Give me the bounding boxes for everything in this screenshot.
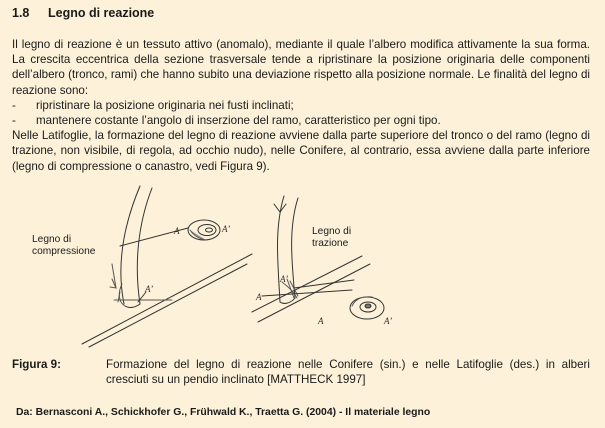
bullet-marker: - [12,114,16,128]
figure-drawing [12,184,582,349]
conifer-sketch [82,186,252,347]
label-tension-line1: Legno di [312,226,352,237]
label-compression-wood [32,234,95,258]
mark-a-right-bottom: A [318,316,324,326]
bullet-text: mantenere costante l’angolo di inserzione del ramo, caratteristico per ogni tipo. [36,114,441,128]
label-tension-line2: trazione [312,238,349,249]
section-heading [12,6,154,20]
caption-title: Figura 9: [12,358,61,371]
label-tension-wood [312,226,351,250]
trunk-right-outline [278,196,285,302]
figure-9 [12,184,582,349]
caption-text: Formazione del legno di reazione nelle Conifere (sin.) e nelle Latifoglie (des.) in alberi cresciuti su un pendio inclinato [MATTHECK 1997] [106,358,590,386]
section-number: 1.8 [12,6,30,20]
slope-line-right [252,256,362,312]
broadleaf-sketch [252,196,384,322]
label-compression-line1: Legno di [32,234,72,245]
slope-line-left [82,254,252,344]
cross-section-left [188,220,220,240]
section-title: Legno di reazione [48,6,155,20]
source-citation: Da: Bernasconi A., Schickhofer G., Frühwald K., Traetta G. (2004) - Il materiale legno [16,407,431,418]
figure-caption [12,357,590,387]
mark-aprime-left-top: A’ [222,224,231,234]
bullet-item [12,113,590,128]
label-compression-line2: compressione [32,246,96,257]
mark-aprime-right: A’ [280,274,289,284]
bullet-item [12,98,590,113]
bullet-marker: - [12,98,16,112]
mark-aprime-left-bottom: A’ [145,284,154,294]
mark-a-right: A [256,292,262,302]
bullet-text: ripristinare la posizione originaria nei fusti inclinati; [36,98,294,112]
body-text [12,37,590,174]
mark-aprime-right-bottom: A’ [384,316,393,326]
intro-paragraph: Il legno di reazione è un tessuto attivo (anomalo), mediante il quale l’albero modifica attivamente la sua forma. La crescita eccentrica della sezione trasversale tende a ripristinare la posizione originaria delle componenti dell’albero (tronco, rami) che hanno subito una deviazione rispetto alla posizione normale. Le finalità del legno di reazione sono: [12,38,590,97]
mark-a-left-top: A [174,226,180,236]
second-paragraph: Nelle Latifoglie, la formazione del legno di reazione avviene dalla parte superiore del tronco o del ramo (legno di trazione, non visibile, di regola, ad occhio nudo), nelle Conifere, al contrario, essa avviene dalla parte inferiore (legno di compressione o canastro, vedi Figura 9). [12,129,590,173]
